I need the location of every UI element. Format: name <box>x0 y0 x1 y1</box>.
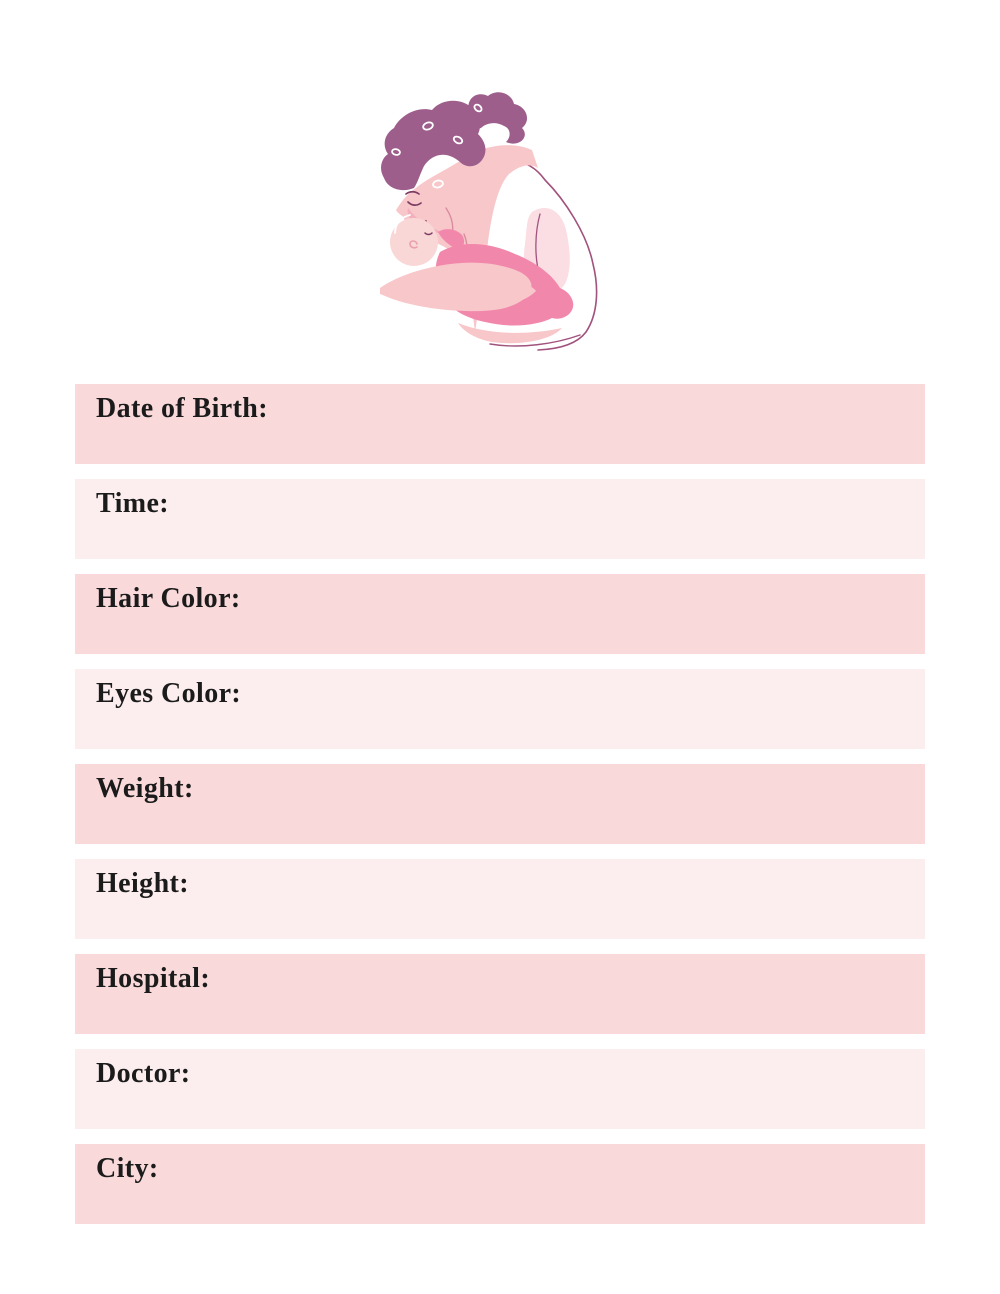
field-label-weight: Weight: <box>96 773 194 804</box>
field-value-eyes-color[interactable] <box>253 678 925 749</box>
form-row-doctor <box>75 1049 925 1129</box>
birth-details-form <box>75 384 925 1224</box>
field-value-hair-color[interactable] <box>253 583 925 654</box>
field-value-city[interactable] <box>171 1153 925 1224</box>
form-row-hair-color <box>75 574 925 654</box>
form-row-hospital <box>75 954 925 1034</box>
field-value-doctor[interactable] <box>203 1058 925 1129</box>
field-value-date-of-birth[interactable] <box>280 393 925 464</box>
field-label-height: Height: <box>96 868 190 899</box>
field-label-hair-color: Hair Color: <box>96 583 241 614</box>
field-label-eyes-color: Eyes Color: <box>96 678 242 709</box>
field-label-hospital: Hospital: <box>96 963 211 994</box>
form-row-time <box>75 479 925 559</box>
field-value-hospital[interactable] <box>222 963 925 1034</box>
form-row-height <box>75 859 925 939</box>
field-label-doctor: Doctor: <box>96 1058 191 1089</box>
form-row-weight <box>75 764 925 844</box>
field-value-height[interactable] <box>201 868 925 939</box>
hero-section <box>0 0 1000 352</box>
form-row-date-of-birth <box>75 384 925 464</box>
field-label-time: Time: <box>96 488 170 519</box>
field-label-city: City: <box>96 1153 159 1184</box>
form-row-eyes-color <box>75 669 925 749</box>
field-value-time[interactable] <box>181 488 925 559</box>
mother-baby-illustration <box>380 92 620 352</box>
field-label-date-of-birth: Date of Birth: <box>96 393 269 424</box>
form-row-city <box>75 1144 925 1224</box>
field-value-weight[interactable] <box>206 773 925 844</box>
